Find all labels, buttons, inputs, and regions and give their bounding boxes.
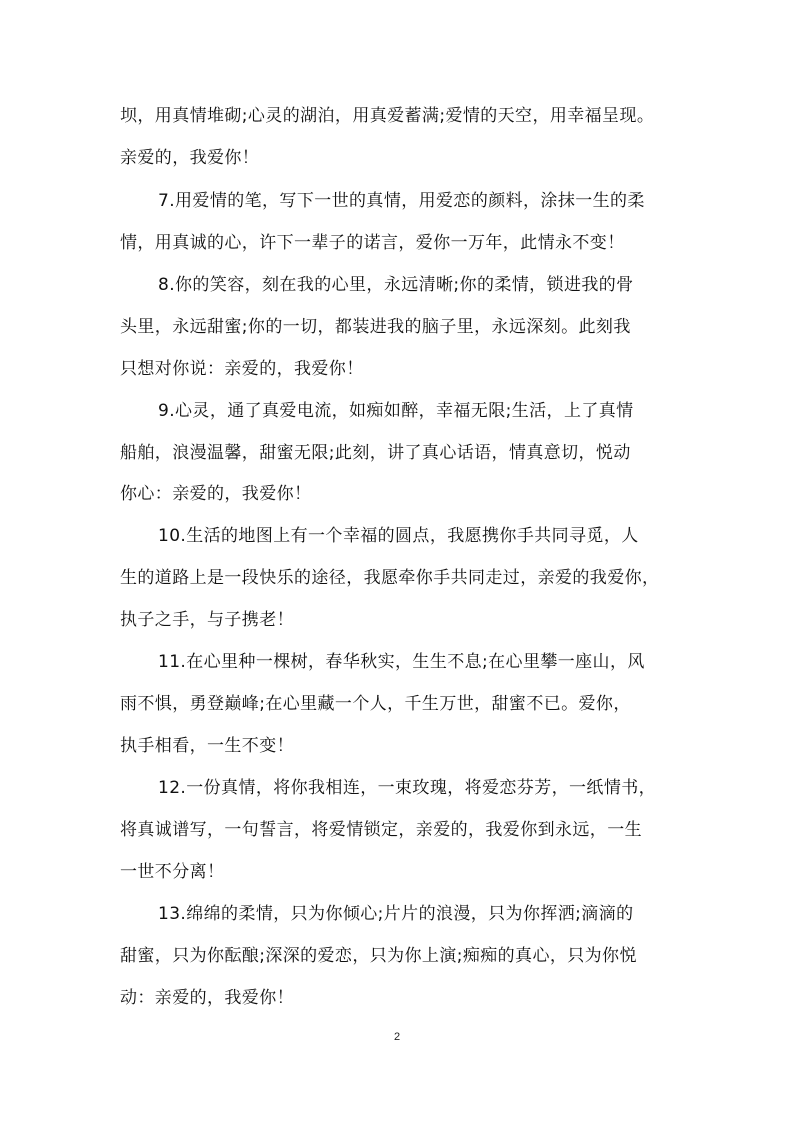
text-line: 头里，永远甜蜜;你的一切，都装进我的脑子里，永远深刻。此刻我 [120,317,631,337]
paragraph-9-line: 9.心灵，通了真爱电流，如痴如醉，幸福无限;生活，上了真情 [158,401,634,421]
text-line: 只想对你说：亲爱的，我爱你！ [120,359,364,379]
text-line: 雨不惧，勇登巅峰;在心里藏一个人，千生万世，甜蜜不已。爱你， [120,694,631,714]
text-line: 坝，用真情堆砌;心灵的湖泊，用真爱蓄满;爱情的天空，用幸福呈现。 [120,106,655,126]
text-line: 一世不分离！ [120,862,225,882]
text-line: 执子之手，与子携老！ [120,610,294,630]
text-line: 亲爱的，我爱你！ [120,148,260,168]
text-line: 生的道路上是一段快乐的途径，我愿牵你手共同走过，亲爱的我爱你， [120,568,660,588]
text-line: 执手相看，一生不变！ [120,736,294,756]
page-number: 2 [393,1031,401,1043]
text-line: 船舶，浪漫温馨，甜蜜无限;此刻，讲了真心话语，情真意切，悦动 [120,443,631,463]
paragraph-12-line: 12.一份真情，将你我相连，一束玫瑰，将爱恋芬芳，一纸情书， [158,778,657,798]
text-line: 情，用真诚的心，许下一辈子的诺言，爱你一万年，此情永不变！ [120,233,625,253]
text-line: 甜蜜，只为你酝酿;深深的爱恋，只为你上演;痴痴的真心，只为你悦 [120,946,637,966]
paragraph-13-line: 13.绵绵的柔情，只为你倾心;片片的浪漫，只为你挥洒;滴滴的 [158,904,634,924]
paragraph-7-line: 7.用爱情的笔，写下一世的真情，用爱恋的颜料，涂抹一生的柔 [158,191,645,211]
text-line: 将真诚谱写，一句誓言，将爱情锁定，亲爱的，我爱你到永远，一生 [120,820,642,840]
text-line: 你心：亲爱的，我爱你！ [120,484,312,504]
text-line: 动：亲爱的，我爱你！ [120,988,294,1008]
paragraph-8-line: 8.你的笑容，刻在我的心里，永远清晰;你的柔情，锁进我的骨 [158,275,634,295]
paragraph-10-line: 10.生活的地图上有一个幸福的圆点，我愿携你手共同寻觅，人 [158,526,639,546]
paragraph-11-line: 11.在心里种一棵树，春华秋实，生生不息;在心里攀一座山，风 [158,652,645,672]
